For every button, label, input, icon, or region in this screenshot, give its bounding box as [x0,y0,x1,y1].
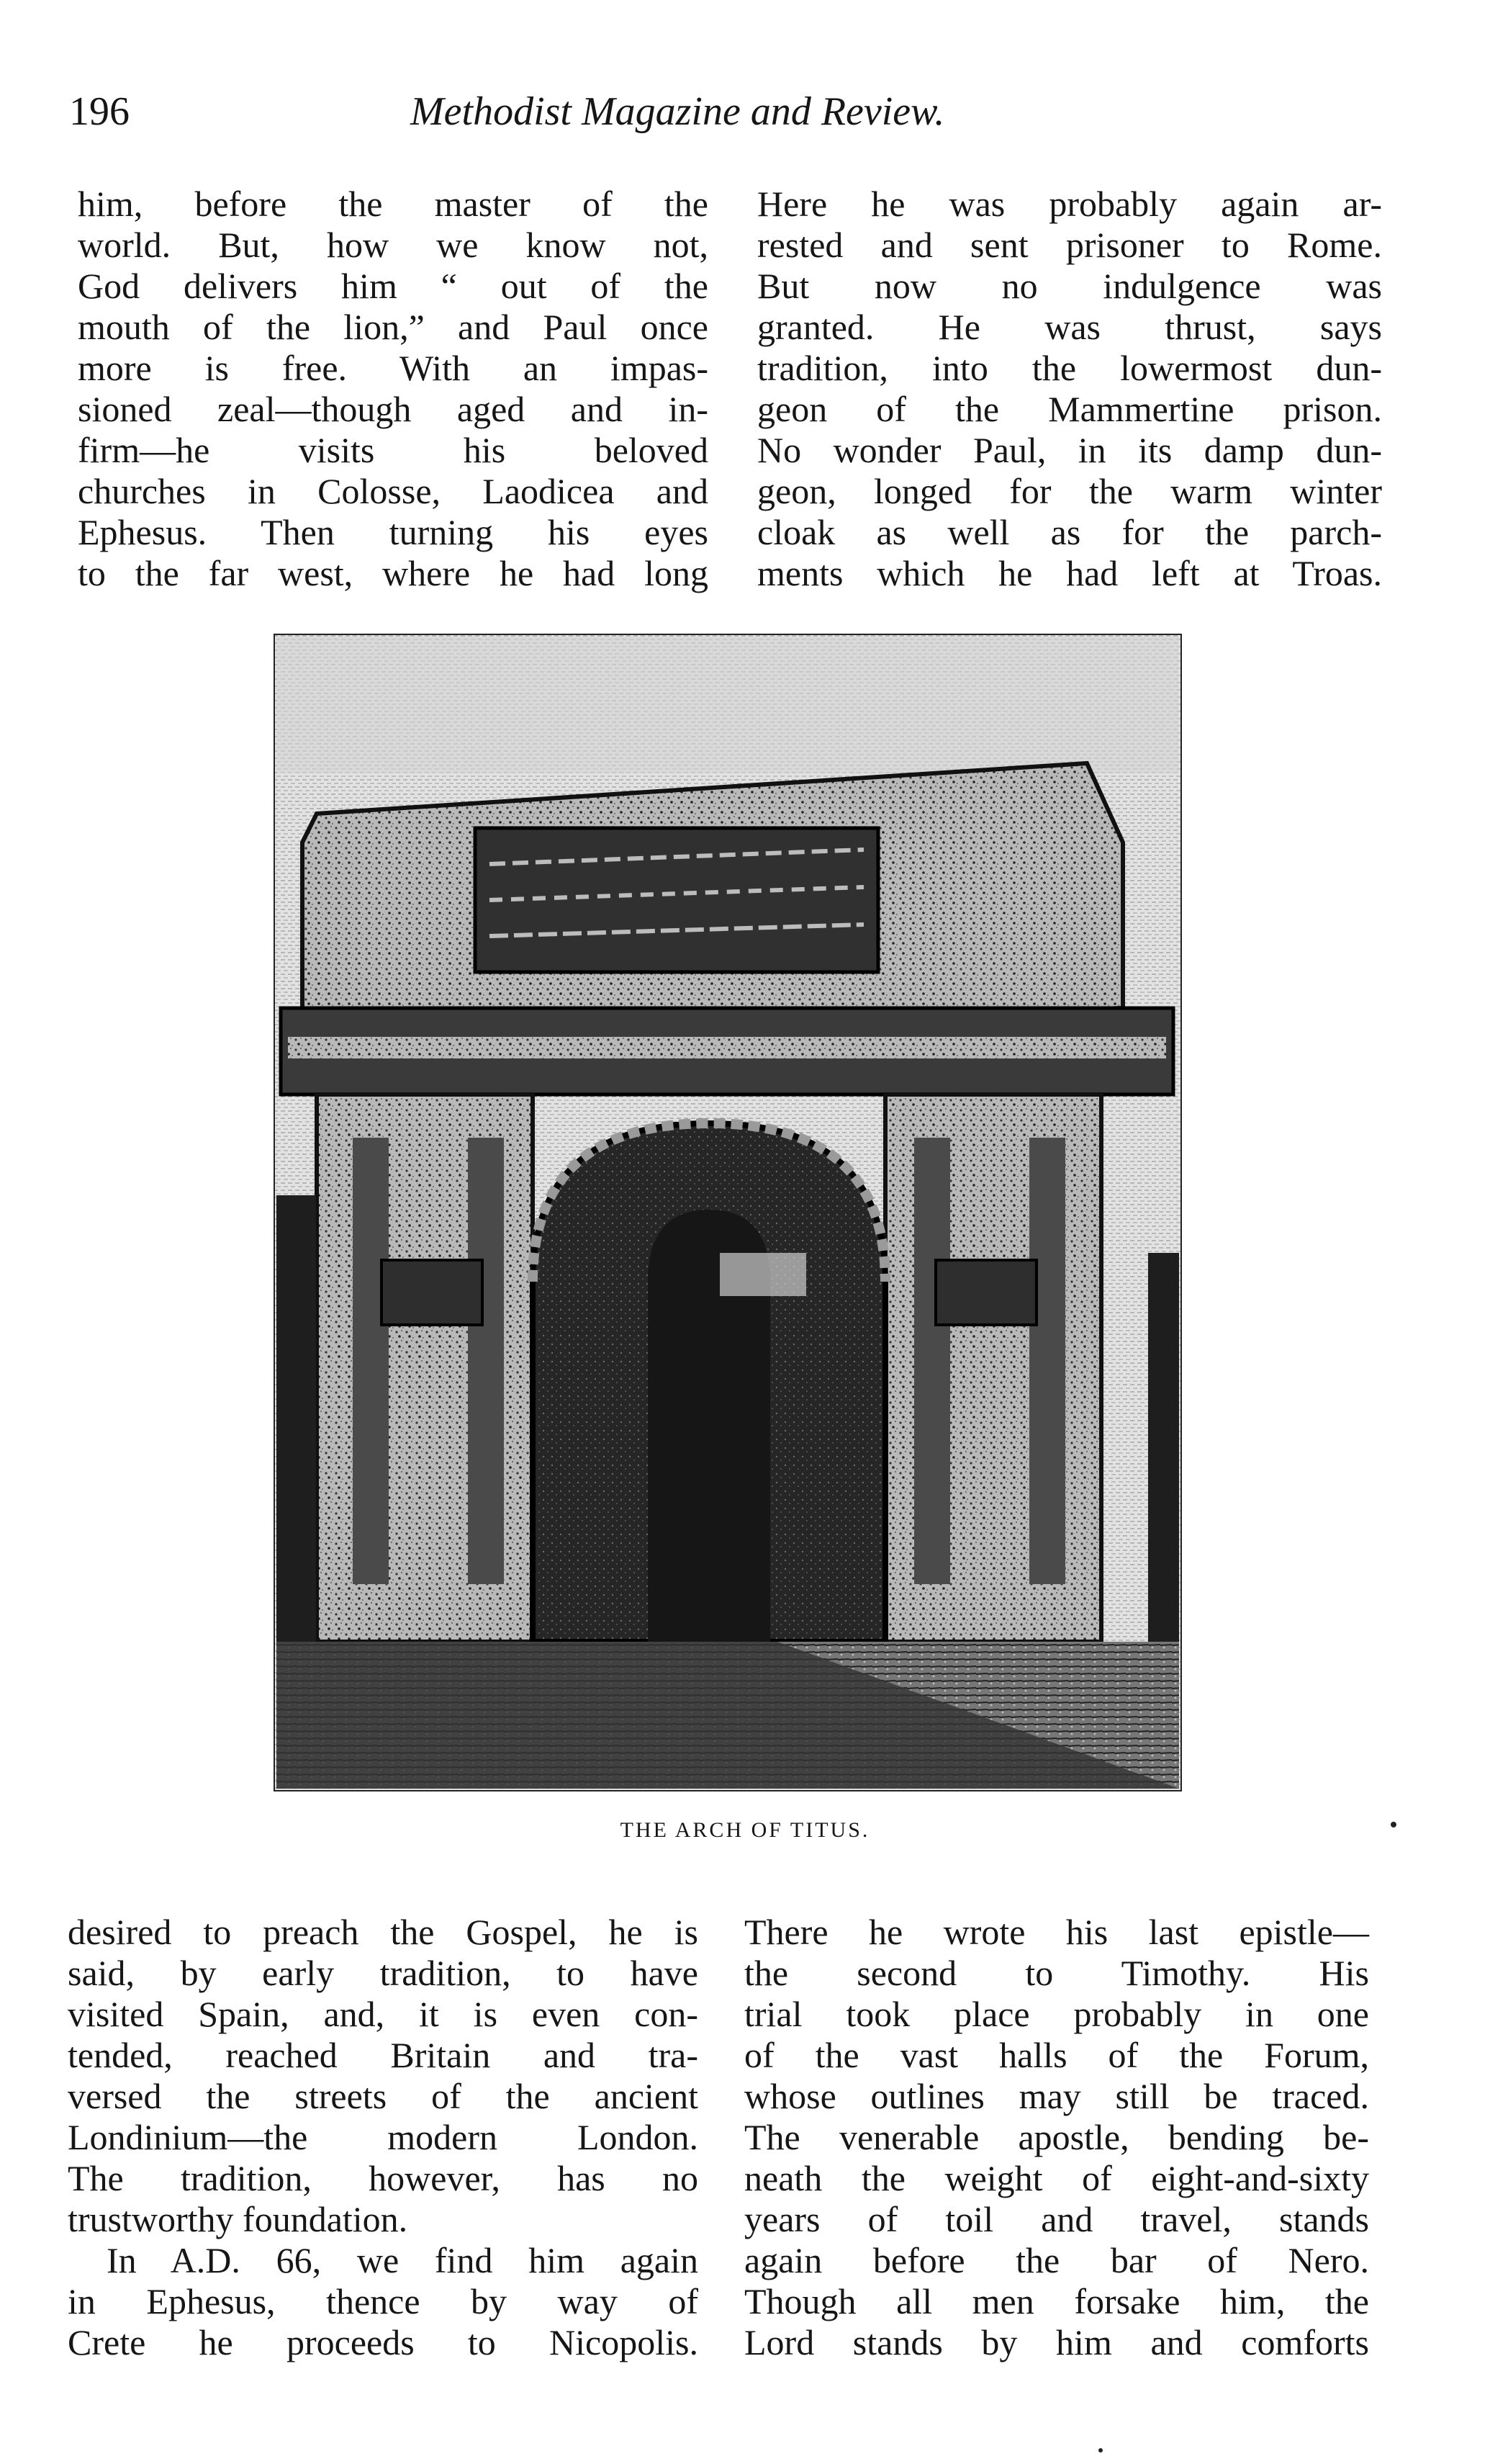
text-line: Lord stands by him and comforts [744,2322,1369,2362]
text-line: again before the bar of Nero. [744,2240,1369,2280]
printing-speck [1391,1822,1396,1827]
figure-caption: THE ARCH OF TITUS. [620,1818,870,1842]
text-line: more is free. With an impas- [78,348,708,388]
text-line: trustworthy foundation. [68,2199,408,2239]
text-line: cloak as well as for the parch- [757,512,1382,552]
text-line: in Ephesus, thence by way of [68,2281,698,2321]
text-line: rested and sent prisoner to Rome. [757,225,1382,265]
text-line: desired to preach the Gospel, he is [68,1912,698,1952]
text-line: firm—he visits his beloved [78,430,708,470]
text-line: tended, reached Britain and tra- [68,2035,698,2075]
text-line: whose outlines may still be traced. [744,2076,1369,2116]
running-title: Methodist Magazine and Review. [410,89,945,134]
text-line: mouth of the lion,” and Paul once [78,307,708,347]
text-line: of the vast halls of the Forum, [744,2035,1369,2075]
text-line: the second to Timothy. His [744,1953,1369,1993]
text-line: geon, longed for the warm winter [757,471,1382,511]
bottom-right-column [744,1912,1369,2363]
sky-band [276,637,1179,773]
text-line: geon of the Mammertine prison. [757,389,1382,429]
top-left-column [78,184,708,594]
top-right-column [757,184,1382,594]
bottom-left-column [68,1912,698,2363]
text-line: Crete he proceeds to Nicopolis. [68,2322,698,2362]
text-line: Here he was probably again ar- [757,184,1382,224]
text-line: visited Spain, and, it is even con- [68,1994,698,2034]
text-line: No wonder Paul, in its damp dun- [757,430,1382,470]
text-line: tradition, into the lowermost dun- [757,348,1382,388]
text-line: Though all men forsake him, the [744,2281,1369,2321]
text-line: neath the weight of eight-and-sixty [744,2158,1369,2198]
text-line: churches in Colosse, Laodicea and [78,471,708,511]
text-line: years of toil and travel, stands [744,2199,1369,2239]
page-number: 196 [69,89,130,134]
text-line: God delivers him “ out of the [78,266,708,306]
text-line: him, before the master of the [78,184,708,224]
printing-speck [1098,2448,1103,2452]
text-line: sioned zeal—though aged and in- [78,389,708,429]
text-line: The tradition, however, has no [68,2158,698,2198]
text-line: world. But, how we know not, [78,225,708,265]
text-line: said, by early tradition, to have [68,1953,698,1993]
text-line: versed the streets of the ancient [68,2076,698,2116]
text-line: ments which he had left at Troas. [757,553,1382,593]
text-line: There he wrote his last epistle— [744,1912,1369,1952]
text-line: trial took place probably in one [744,1994,1369,2034]
text-line: The venerable apostle, bending be- [744,2117,1369,2157]
text-line: Ephesus. Then turning his eyes [78,512,708,552]
text-line: But now no indulgence was [757,266,1382,306]
text-line: granted. He was thrust, says [757,307,1382,347]
foreground-tree [276,1195,316,1642]
arch-of-titus-illustration [274,634,1182,1791]
text-line: In A.D. 66, we find him again [107,2240,698,2280]
text-line: to the far west, where he had long [78,553,708,593]
text-line: Londinium—the modern London. [68,2117,698,2157]
